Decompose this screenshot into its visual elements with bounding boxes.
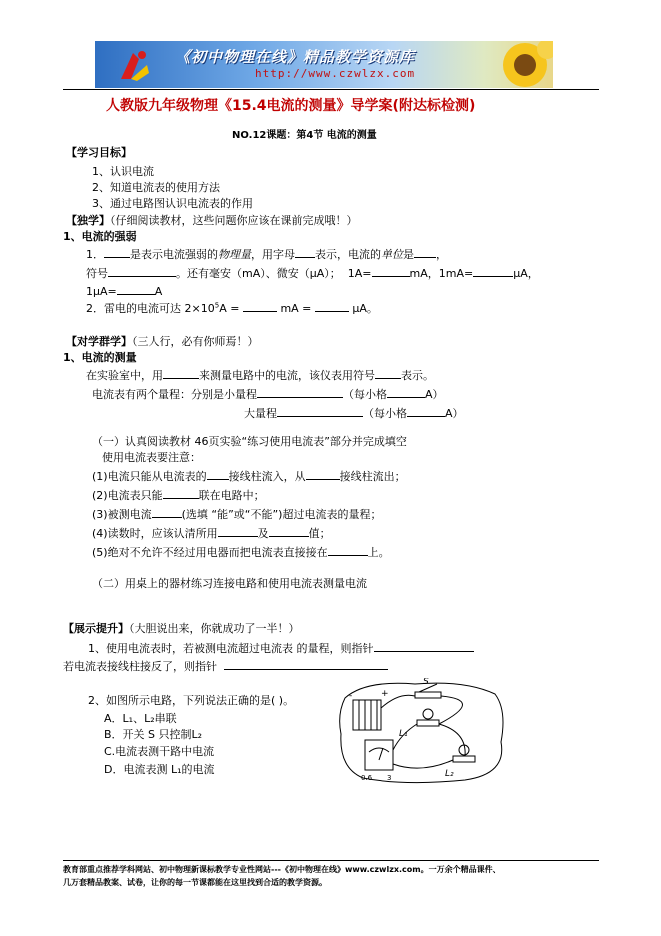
answer-blank[interactable] [163,367,199,379]
battery-plus-label: + [381,689,389,699]
battery-minus-label: - [349,691,353,701]
answer-blank[interactable] [207,468,229,480]
group-study-p1: （一）认真阅读教材 46页实验“练习使用电流表”部分并完成填空 [92,435,407,448]
group-study-sub1: 1、电流的测量 [63,351,137,364]
answer-blank[interactable] [473,265,513,277]
answer-blank[interactable] [407,405,445,417]
self-study-heading: 【独学】（仔细阅读教材，这些问题你应该在课前完成哦！） [66,214,358,227]
answer-blank[interactable] [277,405,363,417]
objectives-heading: 【学习目标】 [66,146,132,159]
option-d: D．电流表测 L₁的电流 [104,763,215,776]
answer-blank[interactable] [117,283,155,295]
answer-blank[interactable] [224,658,388,670]
answer-blank[interactable] [269,525,309,537]
footer-rule [63,860,599,861]
ammeter-terminal-3: 3 [387,774,392,782]
group-study-heading: 【对学群学】（三人行，必有你师焉！） [66,335,259,348]
header-banner [95,41,553,88]
answer-blank[interactable] [372,265,410,277]
option-a: A．L₁、L₂串联 [104,712,177,725]
show-q1-line2: 若电流表接线柱接反了，则指针 [63,658,388,674]
rule-item-5: (5)绝对不允许不经过用电器而把电流表直接接在 上。 [92,546,390,559]
objective-item: 3、通过电路图认识电流表的作用 [92,197,253,210]
answer-blank[interactable] [218,525,258,537]
answer-blank[interactable] [387,386,425,398]
battery-icon [353,700,381,730]
show-q1-line1: 1、使用电流表时，若被测电流超过电流表 的量程，则指针 [88,640,474,656]
answer-blank[interactable] [306,468,340,480]
answer-blank[interactable] [108,265,176,277]
bulb-l1-icon [417,709,439,726]
bulb-l1-label: L₁ [399,729,408,739]
bulb-l2-icon [453,745,475,762]
footer-line2: 几万套精品教案、试卷，让你的每一节课都能在这里找到合适的教学资源。 [63,878,327,887]
answer-blank[interactable] [257,386,343,398]
bulb-l2-label: L₂ [445,769,454,779]
circuit-diagram [335,678,510,786]
rule-item-2: (2)电流表只能 联在电路中； [92,489,265,502]
group-study-line3: 大量程 （每小格 A） [244,407,464,420]
banner-title: 《初中物理在线》精品教学资源库 [175,48,416,66]
ammeter-terminal-06: 0.6 [361,774,373,782]
answer-blank[interactable] [315,300,349,312]
group-study-p2: 使用电流表要注意： [102,451,201,464]
group-study-line2: 电流表有两个量程：分别是小量程 （每小格 A） [92,388,444,401]
self-study-q1-line3: 1μA= A [86,285,163,298]
header-rule [63,89,599,90]
banner-url[interactable]: http://www.czwlzx.com [255,67,416,80]
switch-label: S [423,678,429,687]
answer-blank[interactable] [104,246,130,258]
site-logo-icon [113,45,153,85]
self-study-q1-line2: 符号 。还有毫安（mA）、微安（μA）； 1A= mA，1mA= μA， [86,267,539,280]
answer-blank[interactable] [328,544,368,556]
answer-blank[interactable] [374,640,474,652]
option-b: B．开关 S 只控制L₂ [104,728,203,741]
show-heading: 【展示提升】（大胆说出来，你就成功了一半！） [63,622,300,635]
rule-item-4: (4)读数时，应该认清所用 及 值； [92,527,331,540]
answer-blank[interactable] [163,487,199,499]
ammeter-icon [365,740,393,770]
self-study-q1-line1: 1． 是表示电流强弱的物理量，用字母 表示，电流的单位是 ， [86,248,447,261]
sunflower-icon [495,41,553,88]
show-q2: 2、如图所示电路，下列说法正确的是( )。 [88,694,295,707]
answer-blank[interactable] [375,367,401,379]
objective-item: 1、认识电流 [92,165,154,178]
page-title: 人教版九年级物理《15.4电流的测量》导学案(附达标检测) [106,98,476,114]
group-study-line1: 在实验室中，用 来测量电路中的电流，该仪表用符号 表示。 [86,369,434,382]
lesson-subtitle: NO.12课题：第4节 电流的测量 [232,130,377,141]
answer-blank[interactable] [295,246,315,258]
answer-blank[interactable] [152,506,182,518]
objective-item: 2、知道电流表的使用方法 [92,181,220,194]
rule-item-3: (3)被测电流 (选填 “能”或“不能”)超过电流表的量程； [92,508,382,521]
answer-blank[interactable] [414,246,436,258]
self-study-q2: 2．雷电的电流可达 $2\times 10^5A$ = mA = μA。 [86,301,378,315]
option-c: C.电流表测干路中电流 [104,745,215,758]
footer-line1: 教育部重点推荐学科网站、初中物理新课标教学专业性网站---《初中物理在线》www.czwlzx.com。一万余个精品课件、 [63,865,501,874]
rule-item-1: (1)电流只能从电流表的 接线柱流入，从 接线柱流出； [92,470,406,483]
group-study-p3: （二）用桌上的器材练习连接电路和使用电流表测量电流 [92,577,367,590]
self-study-sub1: 1、电流的强弱 [63,230,137,243]
answer-blank[interactable] [243,300,277,312]
